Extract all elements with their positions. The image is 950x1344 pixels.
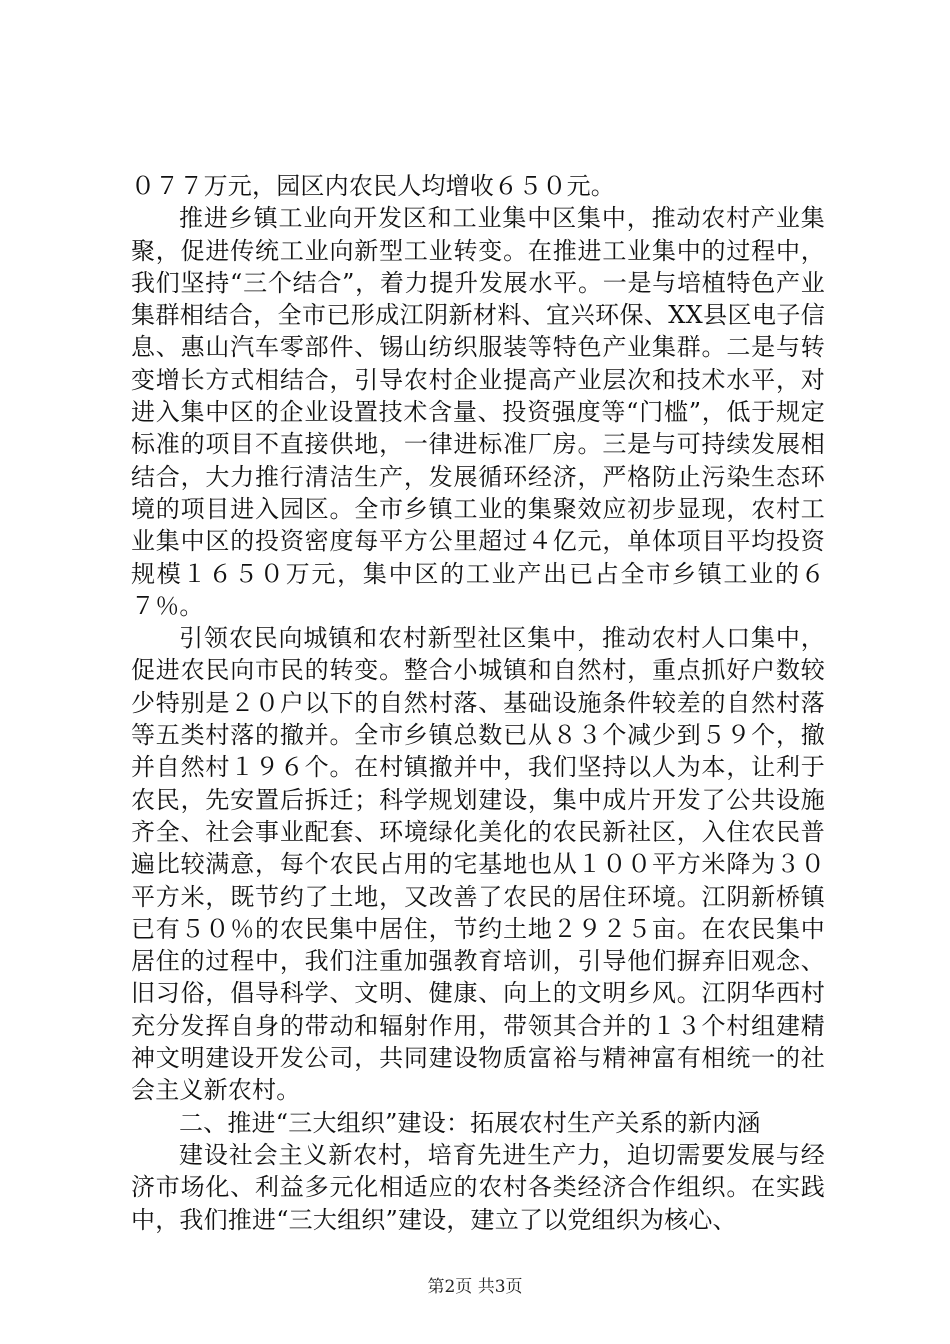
paragraph-population-concentration: 引领农民向城镇和农村新型社区集中，推动农村人口集中，促进农民向市民的转变。整合小城镇和自然村，重点抓好户数较少特别是２０户以下的自然村落、基础设施条件较差的自然村落等五类村落的撤并。全市乡镇总数已从８３个减少到５９个，撤并自然村１９６个。在村镇撤并中，我们坚持以人为本，让利于农民，先安置后拆迁；科学规划建设，集中成片开发了公共设施齐全、社会事业配套、环境绿化美化的农民新社区，入住农民普遍比较满意，每个农民占用的宅基地也从１００平方米降为３０平方米，既节约了土地，又改善了农民的居住环境。江阴新桥镇已有５０％的农民集中居住，节约土地２９２５亩。在农民集中居住的过程中，我们注重加强教育培训，引导他们摒弃旧观念、旧习俗，倡导科学、文明、健康、向上的文明乡风。江阴华西村充分发挥自身的带动和辐射作用，带领其合并的１３个村组建精神文明建设开发公司，共同建设物质富裕与精神富有相统一的社会主义新农村。 [131,624,825,1105]
paragraph-industry-concentration: 推进乡镇工业向开发区和工业集中区集中，推动农村产业集聚，促进传统工业向新型工业转变。在推进工业集中的过程中，我们坚持“三个结合”，着力提升发展水平。一是与培植特色产业集群相结合，全市已形成江阴新材料、宜兴环保、XX县区电子信息、惠山汽车零部件、锡山纺织服装等特色产业集群。二是与转变增长方式相结合，引导农村企业提高产业层次和技术水平，对进入集中区的企业设置技术含量、投资强度等“门槛”，低于规定标准的项目不直接供地，一律进标准厂房。三是与可持续发展相结合，大力推行清洁生产，发展循环经济，严格防止污染生态环境的项目进入园区。全市乡镇工业的集聚效应初步显现，农村工业集中区的投资密度每平方公里超过４亿元，单体项目平均投资规模１６５０万元，集中区的工业产出已占全市乡镇工业的６７％。 [131,204,825,620]
section-heading: 二、推进“三大组织”建设：拓展农村生产关系的新内涵 [179,1108,761,1137]
paragraph-continuation: ０７７万元，园区内农民人均增收６５０元。 [131,172,615,200]
paragraph-organizations: 建设社会主义新农村，培育先进生产力，迫切需要发展与经济市场化、利益多元化相适应的农村各类经济合作组织。在实践中，我们推进“三大组织”建设，建立了以党组织为核心、 [131,1140,825,1234]
body-text [131,170,825,1236]
page-number-footer: 第2页 共3页 [427,1277,523,1297]
